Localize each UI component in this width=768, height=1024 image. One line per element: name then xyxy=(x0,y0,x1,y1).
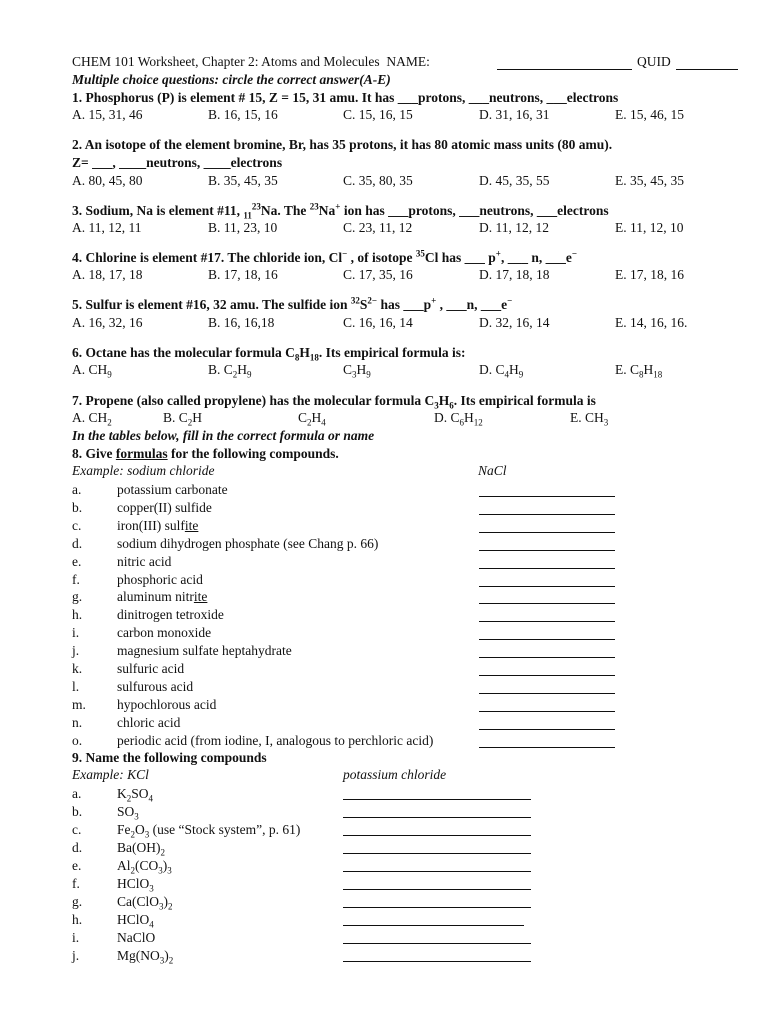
q1-option-b[interactable]: B. 16, 15, 16 xyxy=(208,107,278,122)
q4-option-b[interactable]: B. 17, 18, 16 xyxy=(208,267,278,282)
q9-answer-blank[interactable] xyxy=(343,817,531,818)
quid-label: QUID xyxy=(637,54,671,69)
q8-answer-blank[interactable] xyxy=(479,550,615,551)
q1-option-e[interactable]: E. 15, 46, 15 xyxy=(615,107,684,122)
name-label: NAME: xyxy=(386,54,430,69)
q8-item-text: phosphoric acid xyxy=(117,571,203,587)
q8-item-label: f. xyxy=(72,571,80,587)
q8-item-label: g. xyxy=(72,589,83,605)
q4-option-d[interactable]: D. 17, 18, 18 xyxy=(479,267,550,282)
q2-option-a[interactable]: A. 80, 45, 80 xyxy=(72,173,143,188)
q5-option-b[interactable]: B. 16, 16,18 xyxy=(208,315,275,330)
mc-instructions: Multiple choice questions: circle the correct answer(A-E) xyxy=(72,72,391,87)
q9-item-formula: $K_2SO_4$ xyxy=(117,786,154,804)
q9-item-label: f. xyxy=(72,876,80,891)
q5-option-a[interactable]: A. 16, 32, 16 xyxy=(72,315,143,330)
q8-item-text: carbon monoxide xyxy=(117,625,212,641)
q8-item-label: k. xyxy=(72,661,83,676)
q3-option-c[interactable]: C. 23, 11, 12 xyxy=(343,220,413,235)
q8-answer-blank[interactable] xyxy=(479,621,615,622)
q8-answer-blank[interactable] xyxy=(479,639,615,640)
q8-answer-blank[interactable] xyxy=(479,586,615,587)
q6-option-d[interactable]: D. $C_4H_9$ xyxy=(479,362,524,380)
q3-option-b[interactable]: B. 11, 23, 10 xyxy=(208,220,278,235)
q8-answer-blank[interactable] xyxy=(479,532,615,533)
q9-answer-blank[interactable] xyxy=(343,871,531,872)
q8-item-text: sulfuric acid xyxy=(117,661,185,676)
q5-option-d[interactable]: D. 32, 16, 14 xyxy=(479,315,550,330)
q7-option-b[interactable]: B. $C_2H$ xyxy=(163,410,203,428)
q9-item-formula: NaClO xyxy=(117,930,156,945)
name-field[interactable] xyxy=(497,69,632,70)
q8-item-text: sulfurous acid xyxy=(117,678,194,694)
q9-item-formula: HClO$_3$ xyxy=(117,876,154,894)
q6-text: 6. Octane has the molecular formula $C_8H_{18}$. Its empirical formula is: xyxy=(72,345,466,363)
q8-answer-blank[interactable] xyxy=(479,675,615,676)
q8-answer-blank[interactable] xyxy=(479,657,615,658)
q9-item-label: h. xyxy=(72,912,83,927)
q8-item-label: h. xyxy=(72,607,83,623)
q9-answer-blank[interactable] xyxy=(343,907,531,908)
worksheet-title: CHEM 101 Worksheet, Chapter 2: Atoms and Molecules xyxy=(72,54,380,69)
q8-item-text: chloric acid xyxy=(117,714,181,730)
q2-option-d[interactable]: D. 45, 35, 55 xyxy=(479,173,550,188)
q8-answer-blank[interactable] xyxy=(479,514,615,515)
header-line xyxy=(72,54,430,70)
q9-item-label: i. xyxy=(72,930,80,945)
q5-option-e[interactable]: E. 14, 16, 16. xyxy=(615,315,688,330)
q8-item-label: i. xyxy=(72,625,80,641)
q9-item-formula: $Mg(NO_3)_2$ xyxy=(117,948,174,966)
q3-text: 3. Sodium, Na is element #11, $_{11}^{23}$Na. The $^{23}$Na+ ion has ___protons, ___neutrons, ___electrons xyxy=(72,201,609,221)
quid-field[interactable] xyxy=(676,69,738,70)
q4-text: 4. Chlorine is element #17. The chloride ion, Cl− , of isotope $^{35}$Cl has ___ p+, ___ n, ___e− xyxy=(72,248,577,265)
q9-heading: 9. Name the following compounds xyxy=(72,750,267,765)
q3-option-a[interactable]: A. 11, 12, 11 xyxy=(72,220,142,235)
q8-example-answer: NaCl xyxy=(478,463,507,478)
q9-item-label: b. xyxy=(72,804,83,819)
q8-item-label: a. xyxy=(72,482,82,497)
q6-option-a[interactable]: A. $CH_9$ xyxy=(72,362,112,380)
q7-option-c[interactable]: $C_2H_4$ xyxy=(298,410,326,428)
q8-item-label: n. xyxy=(72,714,83,730)
q7-option-d[interactable]: D. $C_6H_{12}$ xyxy=(434,410,483,428)
q8-item-text: copper(II) sulfide xyxy=(117,499,212,515)
q9-item-formula: $SO_3$ xyxy=(117,804,139,822)
q9-answer-blank[interactable] xyxy=(343,925,524,926)
q9-item-label: a. xyxy=(72,786,82,801)
q8-answer-blank[interactable] xyxy=(479,568,615,569)
q9-answer-blank[interactable] xyxy=(343,961,531,962)
q9-answer-blank[interactable] xyxy=(343,799,531,800)
q1-text: 1. Phosphorus (P) is element # 15, Z = 15, 31 amu. It has ___protons, ___neutrons, ___electrons xyxy=(72,90,619,105)
q8-item-label: d. xyxy=(72,535,83,551)
q4-option-c[interactable]: C. 17, 35, 16 xyxy=(343,267,413,282)
q1-option-a[interactable]: A. 15, 31, 46 xyxy=(72,107,143,122)
q2-option-e[interactable]: E. 35, 45, 35 xyxy=(615,173,684,188)
q8-item-label: c. xyxy=(72,517,82,533)
q9-item-formula: $Fe_2O_3$ (use “Stock system”, p. 61) xyxy=(117,822,301,840)
q9-item-formula: $Al_2(CO_3)_3$ xyxy=(117,858,172,876)
q8-item-text: aluminum nitrite xyxy=(117,589,208,605)
q9-item-label: g. xyxy=(72,894,83,909)
q8-example-label: Example: sodium chloride xyxy=(72,463,215,478)
q2-option-c[interactable]: C. 35, 80, 35 xyxy=(343,173,413,188)
q1-option-d[interactable]: D. 31, 16, 31 xyxy=(479,107,550,122)
q8-item-label: e. xyxy=(72,553,82,569)
q8-answer-blank[interactable] xyxy=(479,603,615,604)
q9-item-formula: $Ba(OH)_2$ xyxy=(117,840,165,858)
q7-text: 7. Propene (also called propylene) has the molecular formula $C_3H_6$. Its empirical formula is xyxy=(72,393,596,411)
q9-item-formula: $Ca(ClO_3)_2$ xyxy=(117,894,173,912)
q8-item-text: potassium carbonate xyxy=(117,482,228,497)
q5-option-c[interactable]: C. 16, 16, 14 xyxy=(343,315,413,330)
q9-answer-blank[interactable] xyxy=(343,835,531,836)
q7-option-a[interactable]: A. $CH_2$ xyxy=(72,410,112,428)
q8-answer-blank[interactable] xyxy=(479,496,615,497)
q8-item-label: b. xyxy=(72,499,83,515)
q6-option-c[interactable]: $C_3H_9$ xyxy=(343,362,371,380)
q8-answer-blank[interactable] xyxy=(479,729,615,730)
q8-item-text: nitric acid xyxy=(117,553,172,569)
q9-example-label: Example: KCl xyxy=(72,767,149,782)
q9-answer-blank[interactable] xyxy=(343,853,531,854)
q3-option-d[interactable]: D. 11, 12, 12 xyxy=(479,220,549,235)
q8-item-text: dinitrogen tetroxide xyxy=(117,607,224,623)
q9-item-formula: HClO$_4$ xyxy=(117,912,154,930)
q9-item-label: j. xyxy=(72,948,80,963)
q6-option-b[interactable]: B. $C_2H_9$ xyxy=(208,362,252,380)
q2-text-2: Z= ___, ____neutrons, ____electrons xyxy=(72,155,283,170)
q9-example-answer: potassium chloride xyxy=(343,767,447,782)
q6-option-e[interactable]: E. $C_8H_{18}$ xyxy=(615,362,663,380)
q5-text: 5. Sulfur is element #16, 32 amu. The sulfide ion $^{32}S^{2-}$ has ___p+ , ___n, ___e− xyxy=(72,295,513,312)
q8-heading: 8. Give formulas for the following compounds. xyxy=(72,446,339,461)
q9-item-label: e. xyxy=(72,858,82,873)
q8-item-text: magnesium sulfate heptahydrate xyxy=(117,643,292,659)
q8-item-text: sodium dihydrogen phosphate (see Chang p. 66) xyxy=(117,535,379,551)
q4-option-a[interactable]: A. 18, 17, 18 xyxy=(72,267,143,282)
q8-answer-blank[interactable] xyxy=(479,711,615,712)
q8-item-label: o. xyxy=(72,732,83,748)
q9-answer-blank[interactable] xyxy=(343,943,531,944)
q7-option-e[interactable]: E. $CH_3$ xyxy=(570,410,609,428)
q3-option-e[interactable]: E. 11, 12, 10 xyxy=(615,220,684,235)
tables-instructions: In the tables below, fill in the correct formula or name xyxy=(72,428,375,443)
q8-item-label: m. xyxy=(72,696,86,712)
q1-option-c[interactable]: C. 15, 16, 15 xyxy=(343,107,413,122)
q2-text: 2. An isotope of the element bromine, Br, has 35 protons, it has 80 atomic mass units (80 amu). xyxy=(72,137,613,152)
q9-answer-blank[interactable] xyxy=(343,889,531,890)
q8-item-label: j. xyxy=(72,643,80,659)
q8-item-label: l. xyxy=(72,678,80,694)
q8-item-text: periodic acid (from iodine, I, analogous to perchloric acid) xyxy=(117,732,434,748)
q8-item-text: hypochlorous acid xyxy=(117,696,217,712)
q2-option-b[interactable]: B. 35, 45, 35 xyxy=(208,173,278,188)
q9-item-label: c. xyxy=(72,822,82,837)
q8-item-text: iron(III) sulfite xyxy=(117,517,199,533)
q8-answer-blank[interactable] xyxy=(479,693,615,694)
q8-answer-blank[interactable] xyxy=(479,747,615,748)
q9-item-label: d. xyxy=(72,840,83,855)
q4-option-e[interactable]: E. 17, 18, 16 xyxy=(615,267,684,282)
